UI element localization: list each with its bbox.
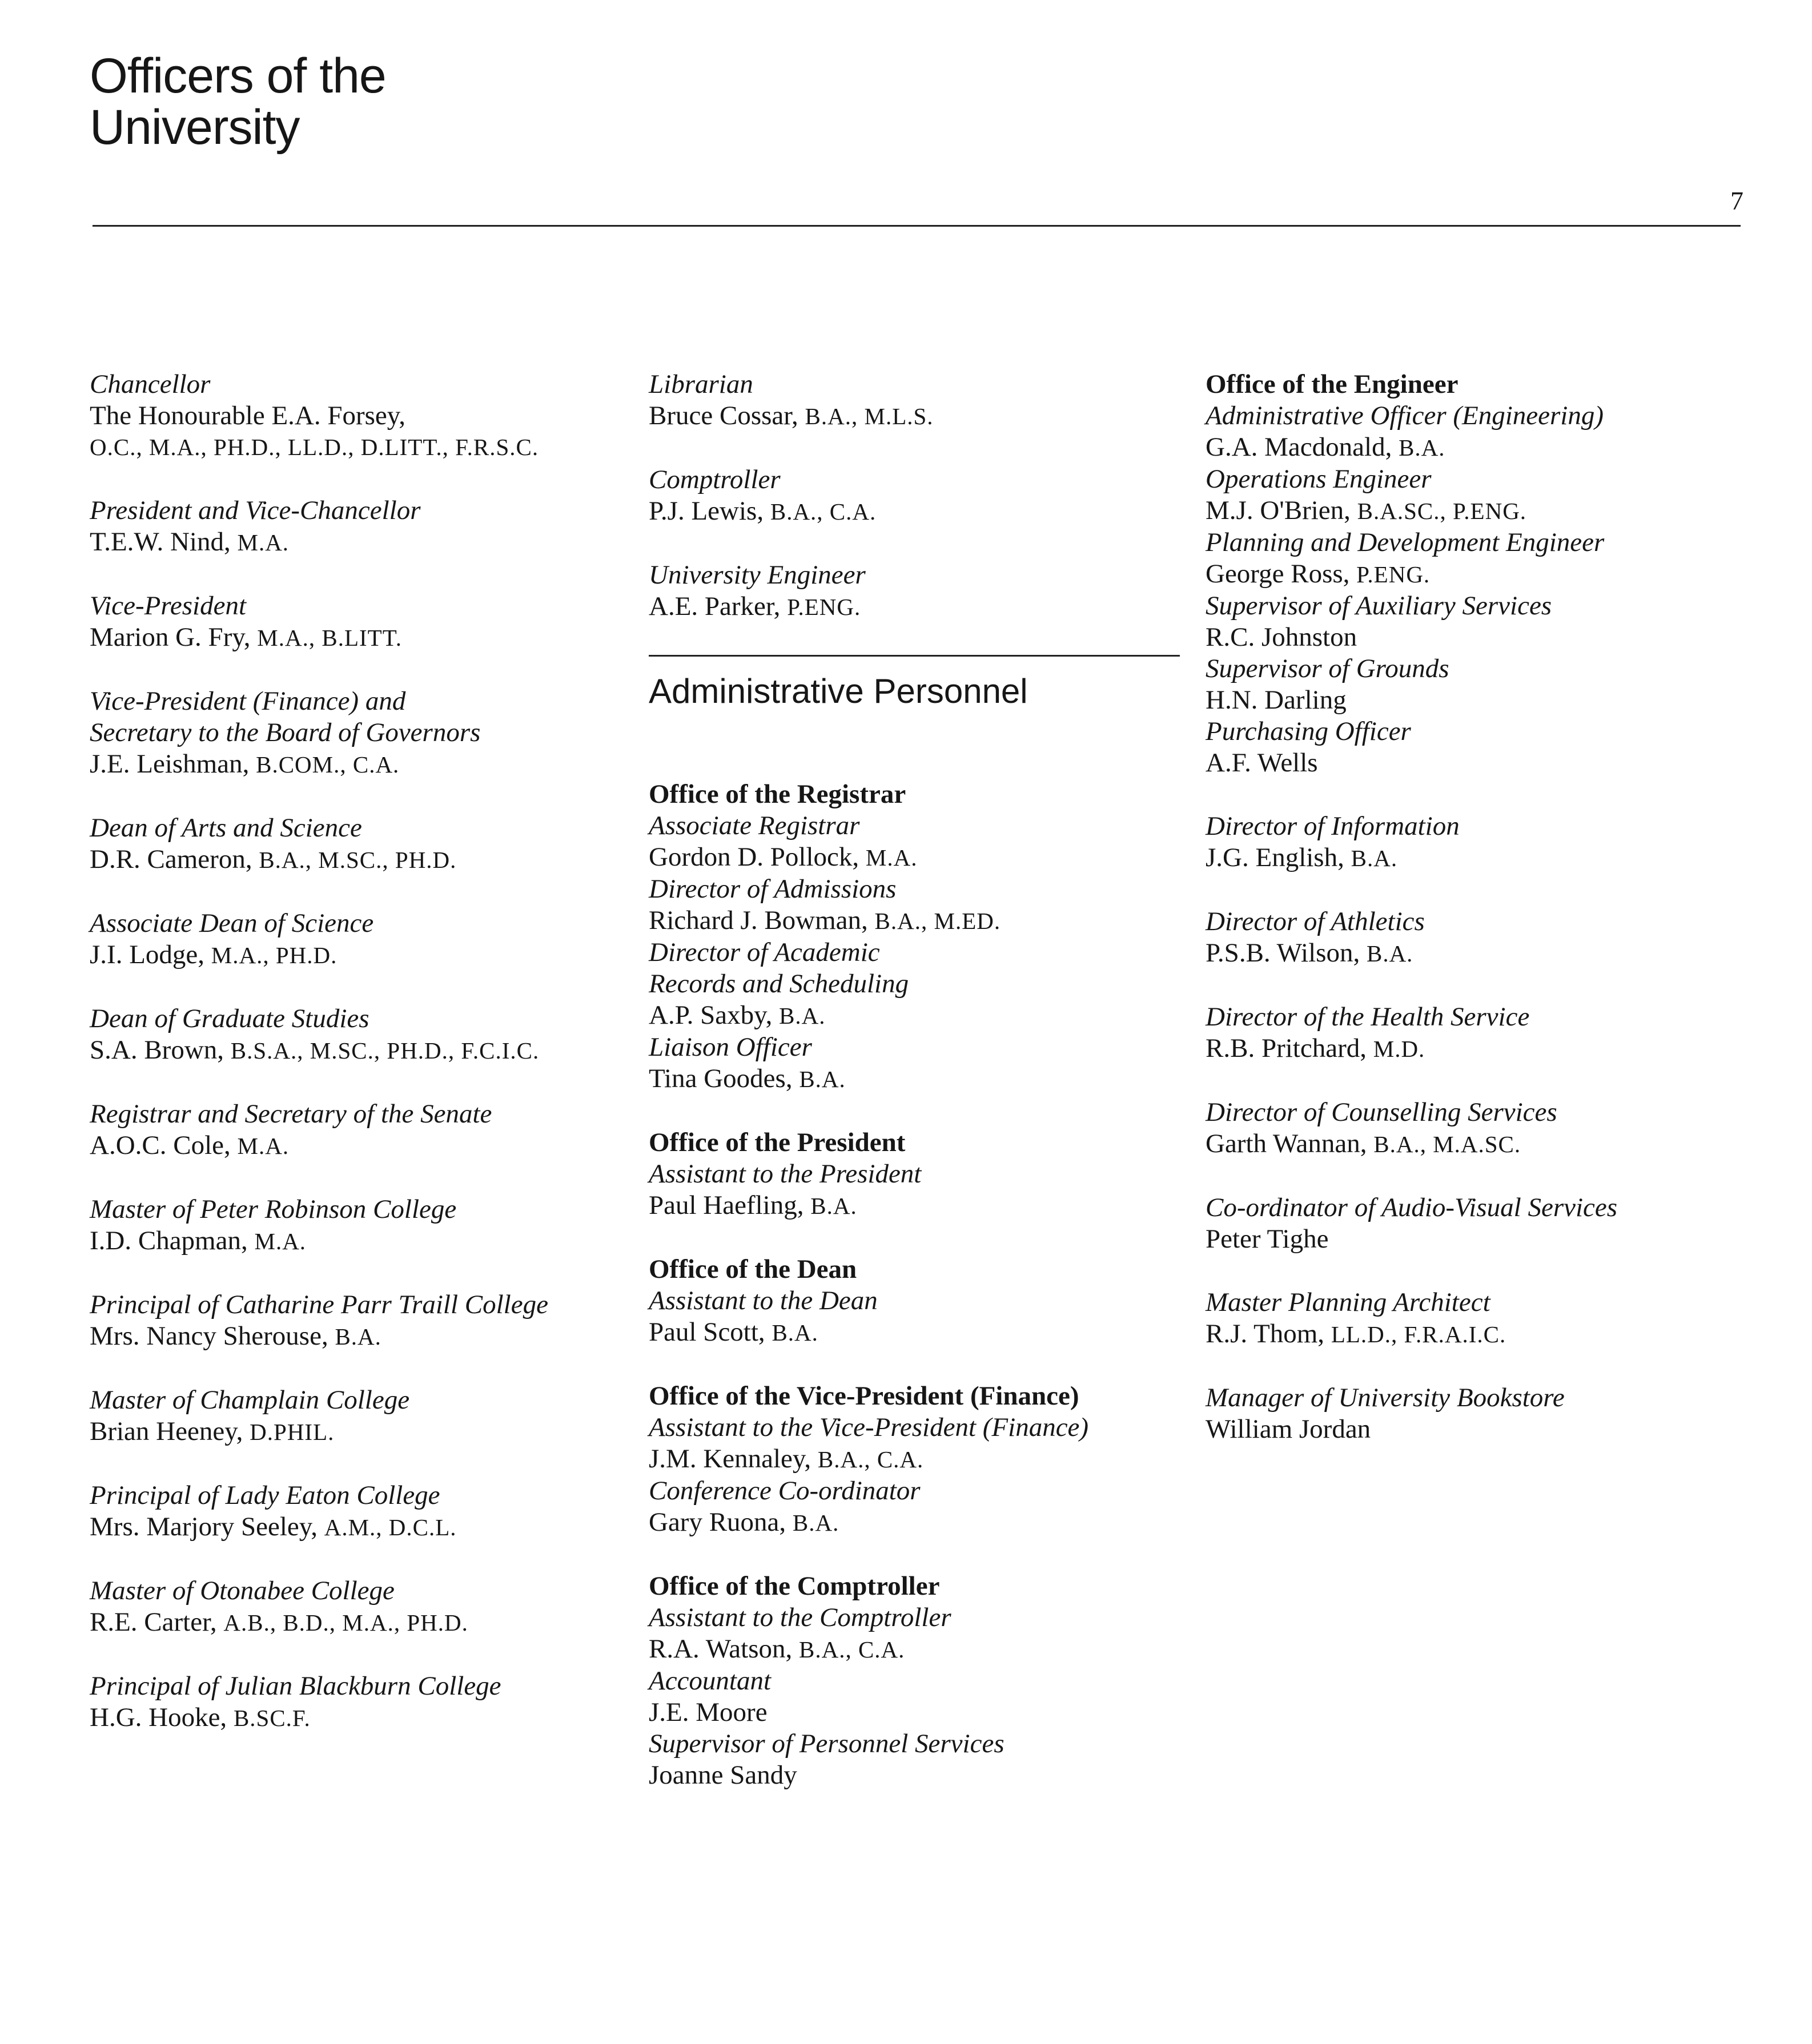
officer-entry (90, 1671, 638, 1734)
person-name: R.B. Pritchard, (1206, 1033, 1367, 1063)
name-line (649, 1507, 1186, 1539)
officer-entry (1206, 1382, 1777, 1445)
name-line (90, 1225, 638, 1257)
section-divider (649, 655, 1180, 657)
name-line (1206, 558, 1777, 590)
person-name: M.J. O'Brien, (1206, 496, 1351, 525)
credentials: B.SC.F. (233, 1705, 311, 1731)
name-line (1206, 495, 1777, 527)
name-line (1206, 937, 1777, 969)
person-name: I.D. Chapman, (90, 1226, 248, 1256)
role-title: Director of Athletics (1206, 907, 1425, 936)
role-title: Purchasing Officer (1206, 717, 1411, 746)
name-line (649, 1000, 1186, 1032)
person-name: A.O.C. Cole, (90, 1130, 231, 1160)
name-line (90, 1321, 638, 1353)
person-name: H.N. Darling (1206, 685, 1347, 715)
person-name: Paul Scott, (649, 1317, 765, 1347)
name-line (649, 591, 1186, 623)
role-title: Planning and Development Engineer (1206, 528, 1605, 557)
person-name: P.J. Lewis, (649, 496, 764, 526)
role-title: Registrar and Secretary of the Senate (90, 1099, 492, 1129)
name-line (90, 400, 638, 432)
person-name: R.E. Carter, (90, 1607, 217, 1637)
credentials: B.A. (1351, 845, 1398, 871)
admin-section-title: Administrative Personnel (649, 672, 1028, 710)
person-name: Brian Heeney, (90, 1417, 243, 1446)
office-title: Office of the Vice-President (Finance) (649, 1381, 1079, 1411)
officer-entry (90, 1099, 638, 1162)
credentials: M.D. (1373, 1036, 1425, 1062)
office-title: Office of the Engineer (1206, 369, 1459, 399)
officer-entry (90, 686, 638, 780)
name-line (90, 526, 638, 558)
credentials: B.A., C.A. (799, 1636, 905, 1663)
credentials: B.A., M.A.SC. (1373, 1131, 1521, 1157)
credentials: B.A. (1399, 434, 1445, 461)
person-name: H.G. Hooke, (90, 1703, 227, 1732)
credentials: B.A., C.A. (770, 498, 877, 525)
person-name: J.E. Moore (649, 1697, 768, 1727)
credentials: B.A., M.ED. (874, 908, 1001, 934)
name-line (649, 400, 1186, 432)
office-group (1206, 369, 1777, 779)
credentials: B.A., M.L.S. (805, 403, 934, 429)
officer-entry (1206, 716, 1777, 779)
person-name: S.A. Brown, (90, 1035, 224, 1065)
person-name: J.G. English, (1206, 843, 1344, 872)
officer-entry (1206, 1001, 1777, 1065)
name-line (649, 842, 1186, 874)
name-line (90, 1035, 638, 1067)
role-title: Co-ordinator of Audio-Visual Services (1206, 1193, 1618, 1222)
person-name: The Honourable E.A. Forsey, (90, 401, 405, 430)
directors-list (1206, 811, 1777, 1445)
engineer-office-group (1206, 369, 1777, 779)
person-name: Paul Haefling, (649, 1190, 804, 1220)
officer-entry (649, 369, 1186, 432)
office-group (649, 1254, 1186, 1349)
officer-entry (649, 1602, 1186, 1665)
person-name: Garth Wannan, (1206, 1129, 1367, 1158)
name-line (649, 1633, 1186, 1665)
name-line (649, 905, 1186, 937)
admin-groups (649, 779, 1186, 1791)
office-title: Office of the Comptroller (649, 1571, 940, 1601)
officer-entry (90, 1480, 638, 1543)
page-title-line-2: University (90, 100, 300, 155)
role-title: Assistant to the President (649, 1159, 922, 1189)
name-line (1206, 685, 1777, 716)
credentials: P.ENG. (1356, 561, 1431, 588)
person-name: Gordon D. Pollock, (649, 842, 859, 872)
role-title: Director of the Health Service (1206, 1002, 1530, 1032)
role-title: Associate Dean of Science (90, 908, 374, 938)
credentials: B.A. (799, 1066, 846, 1092)
credentials: P.ENG. (787, 594, 861, 620)
name-line (1206, 842, 1777, 874)
page-title (90, 50, 386, 153)
person-name: A.F. Wells (1206, 748, 1318, 778)
person-name: G.A. Macdonald, (1206, 432, 1392, 462)
officer-entry (1206, 590, 1777, 653)
officer-entry (90, 1194, 638, 1257)
role-title: Supervisor of Grounds (1206, 654, 1449, 683)
name-line (1206, 747, 1777, 779)
name-line (649, 1443, 1186, 1475)
name-line (1206, 1224, 1777, 1255)
credentials: M.A. (254, 1228, 307, 1254)
role-title: Dean of Arts and Science (90, 813, 362, 843)
credentials: B.A. (1366, 940, 1413, 967)
name-line (90, 1511, 638, 1543)
name-line (1206, 1033, 1777, 1065)
person-name: Mrs. Nancy Sherouse, (90, 1321, 328, 1351)
officer-entry (90, 1289, 638, 1353)
person-name: Peter Tighe (1206, 1224, 1329, 1254)
officer-entry (649, 1475, 1186, 1539)
credentials: D.PHIL. (250, 1419, 335, 1445)
officer-entry (649, 1728, 1186, 1791)
role-title: Principal of Lady Eaton College (90, 1480, 440, 1510)
officers-column (90, 369, 638, 1766)
officer-entry (1206, 464, 1777, 527)
role-title: Associate Registrar (649, 811, 860, 840)
name-line (90, 749, 638, 780)
name-line (649, 1063, 1186, 1095)
header-divider (93, 225, 1741, 227)
name-line (1206, 432, 1777, 464)
officer-entry (90, 1385, 638, 1448)
page-title-line-1: Officers of the (90, 49, 386, 103)
officers-list-continued (649, 369, 1186, 623)
role-title: Administrative Officer (Engineering) (1206, 401, 1604, 430)
credentials: B.A. (335, 1323, 381, 1350)
credentials: B.A. (792, 1510, 839, 1536)
credentials: M.A. (237, 1133, 290, 1159)
role-title: Supervisor of Auxiliary Services (1206, 591, 1552, 621)
page-number: 7 (1730, 186, 1743, 215)
person-name: Tina Goodes, (649, 1064, 793, 1093)
name-line (1206, 1318, 1777, 1350)
officer-entry (649, 464, 1186, 528)
officer-entry (649, 1158, 1186, 1222)
role-title: Supervisor of Personnel Services (649, 1729, 1005, 1759)
role-title: Chancellor (90, 369, 211, 399)
role-title: Director of Academic (649, 937, 880, 967)
role-title: Librarian (649, 369, 753, 399)
office-title: Office of the Dean (649, 1254, 857, 1284)
name-line (1206, 1414, 1777, 1445)
role-title: Vice-President (90, 591, 247, 621)
credentials: B.A. (810, 1193, 857, 1219)
credentials: M.A., B.LITT. (257, 625, 402, 651)
role-title: Operations Engineer (1206, 464, 1432, 494)
role-title: Records and Scheduling (649, 969, 909, 999)
person-name: William Jordan (1206, 1414, 1371, 1444)
name-line (90, 622, 638, 654)
role-title: Vice-President (Finance) and (90, 686, 406, 716)
name-line (90, 844, 638, 876)
officer-entry (1206, 400, 1777, 464)
office-group (649, 779, 1186, 1095)
role-title: Assistant to the Vice-President (Finance) (649, 1413, 1089, 1442)
office-group (649, 1381, 1186, 1539)
role-title: Dean of Graduate Studies (90, 1004, 369, 1033)
role-title: Conference Co-ordinator (649, 1476, 921, 1506)
credentials: B.S.A., M.SC., PH.D., F.C.I.C. (230, 1037, 540, 1064)
role-title: Assistant to the Dean (649, 1286, 878, 1315)
officer-entry (90, 1575, 638, 1639)
role-title: Master of Peter Robinson College (90, 1194, 457, 1224)
credentials: B.A. (779, 1003, 826, 1029)
person-name: George Ross, (1206, 559, 1350, 589)
role-title: Principal of Julian Blackburn College (90, 1671, 501, 1701)
person-name: Gary Ruona, (649, 1507, 786, 1537)
role-title: Director of Information (1206, 811, 1460, 841)
credentials: M.A. (237, 529, 290, 556)
role-title: Manager of University Bookstore (1206, 1383, 1565, 1413)
officer-entry (90, 495, 638, 558)
middle-column (649, 369, 1186, 1823)
right-column (1206, 369, 1777, 1477)
officer-entry (90, 1003, 638, 1067)
person-name: J.M. Kennaley, (649, 1444, 811, 1474)
name-line (90, 1702, 638, 1734)
role-title: Principal of Catharine Parr Traill College (90, 1290, 548, 1319)
officer-entry (649, 1285, 1186, 1349)
person-name: J.I. Lodge, (90, 940, 205, 969)
role-title: President and Vice-Chancellor (90, 496, 421, 525)
person-name: Richard J. Bowman, (649, 906, 868, 935)
credentials: O.C., M.A., PH.D., LL.D., D.LITT., F.R.S.C. (90, 434, 539, 460)
credentials: B.A. (772, 1319, 818, 1346)
name-line (90, 1130, 638, 1162)
role-title: Accountant (649, 1666, 772, 1696)
officer-entry (90, 590, 638, 654)
officer-entry (1206, 527, 1777, 590)
role-title: Assistant to the Comptroller (649, 1603, 951, 1632)
name-line (90, 1416, 638, 1448)
officer-entry (649, 1412, 1186, 1475)
person-name: R.C. Johnston (1206, 622, 1357, 652)
role-title: Master Planning Architect (1206, 1287, 1490, 1317)
person-name: R.J. Thom, (1206, 1319, 1325, 1349)
role-title: Director of Counselling Services (1206, 1097, 1557, 1127)
person-name: Joanne Sandy (649, 1760, 797, 1790)
officer-entry (90, 812, 638, 876)
person-name: R.A. Watson, (649, 1634, 793, 1664)
name-line (649, 496, 1186, 528)
officer-entry (1206, 1192, 1777, 1255)
role-title: Master of Champlain College (90, 1385, 410, 1415)
person-name: A.P. Saxby, (649, 1000, 773, 1030)
name-line (649, 1697, 1186, 1728)
officer-entry (649, 560, 1186, 623)
officer-entry (649, 937, 1186, 1032)
credentials: A.B., B.D., M.A., PH.D. (223, 1610, 468, 1636)
office-group (649, 1127, 1186, 1222)
name-line (649, 1760, 1186, 1791)
name-line (1206, 622, 1777, 653)
role-title: Director of Admissions (649, 874, 897, 904)
person-name: T.E.W. Nind, (90, 527, 231, 557)
person-name: Marion G. Fry, (90, 622, 251, 652)
officer-entry (649, 1665, 1186, 1728)
officer-entry (649, 810, 1186, 874)
person-name: A.E. Parker, (649, 592, 781, 621)
credentials: A.M., D.C.L. (324, 1514, 457, 1540)
person-name: D.R. Cameron, (90, 844, 252, 874)
role-title: University Engineer (649, 560, 866, 590)
credentials: B.A., C.A. (817, 1446, 924, 1472)
name-line (90, 939, 638, 971)
office-title: Office of the President (649, 1128, 906, 1157)
role-title: Comptroller (649, 465, 781, 494)
credentials: M.A. (865, 844, 918, 871)
officer-entry (1206, 653, 1777, 716)
officer-entry (649, 874, 1186, 937)
role-title: Liaison Officer (649, 1032, 812, 1062)
person-name: Bruce Cossar, (649, 401, 798, 430)
name-line (649, 1317, 1186, 1349)
officer-entry (1206, 811, 1777, 874)
name-line (90, 1607, 638, 1639)
name-line (1206, 1128, 1777, 1160)
officer-entry (1206, 1097, 1777, 1160)
credentials: B.A.SC., P.ENG. (1357, 498, 1527, 524)
credentials: B.A., M.SC., PH.D. (259, 847, 457, 873)
office-group (649, 1571, 1186, 1791)
credentials: B.COM., C.A. (256, 751, 400, 778)
officer-entry (1206, 906, 1777, 969)
person-name: J.E. Leishman, (90, 749, 250, 779)
officer-entry (649, 1032, 1186, 1095)
credentials: LL.D., F.R.A.I.C. (1331, 1321, 1506, 1347)
credentials: M.A., PH.D. (211, 942, 338, 968)
person-name: P.S.B. Wilson, (1206, 938, 1360, 968)
name-line (649, 1190, 1186, 1222)
person-name: Mrs. Marjory Seeley, (90, 1512, 318, 1542)
role-title: Secretary to the Board of Governors (90, 718, 481, 747)
officer-entry (90, 908, 638, 971)
officer-entry (90, 369, 638, 463)
officer-entry (1206, 1287, 1777, 1350)
role-title: Master of Otonabee College (90, 1576, 395, 1606)
office-title: Office of the Registrar (649, 779, 906, 809)
